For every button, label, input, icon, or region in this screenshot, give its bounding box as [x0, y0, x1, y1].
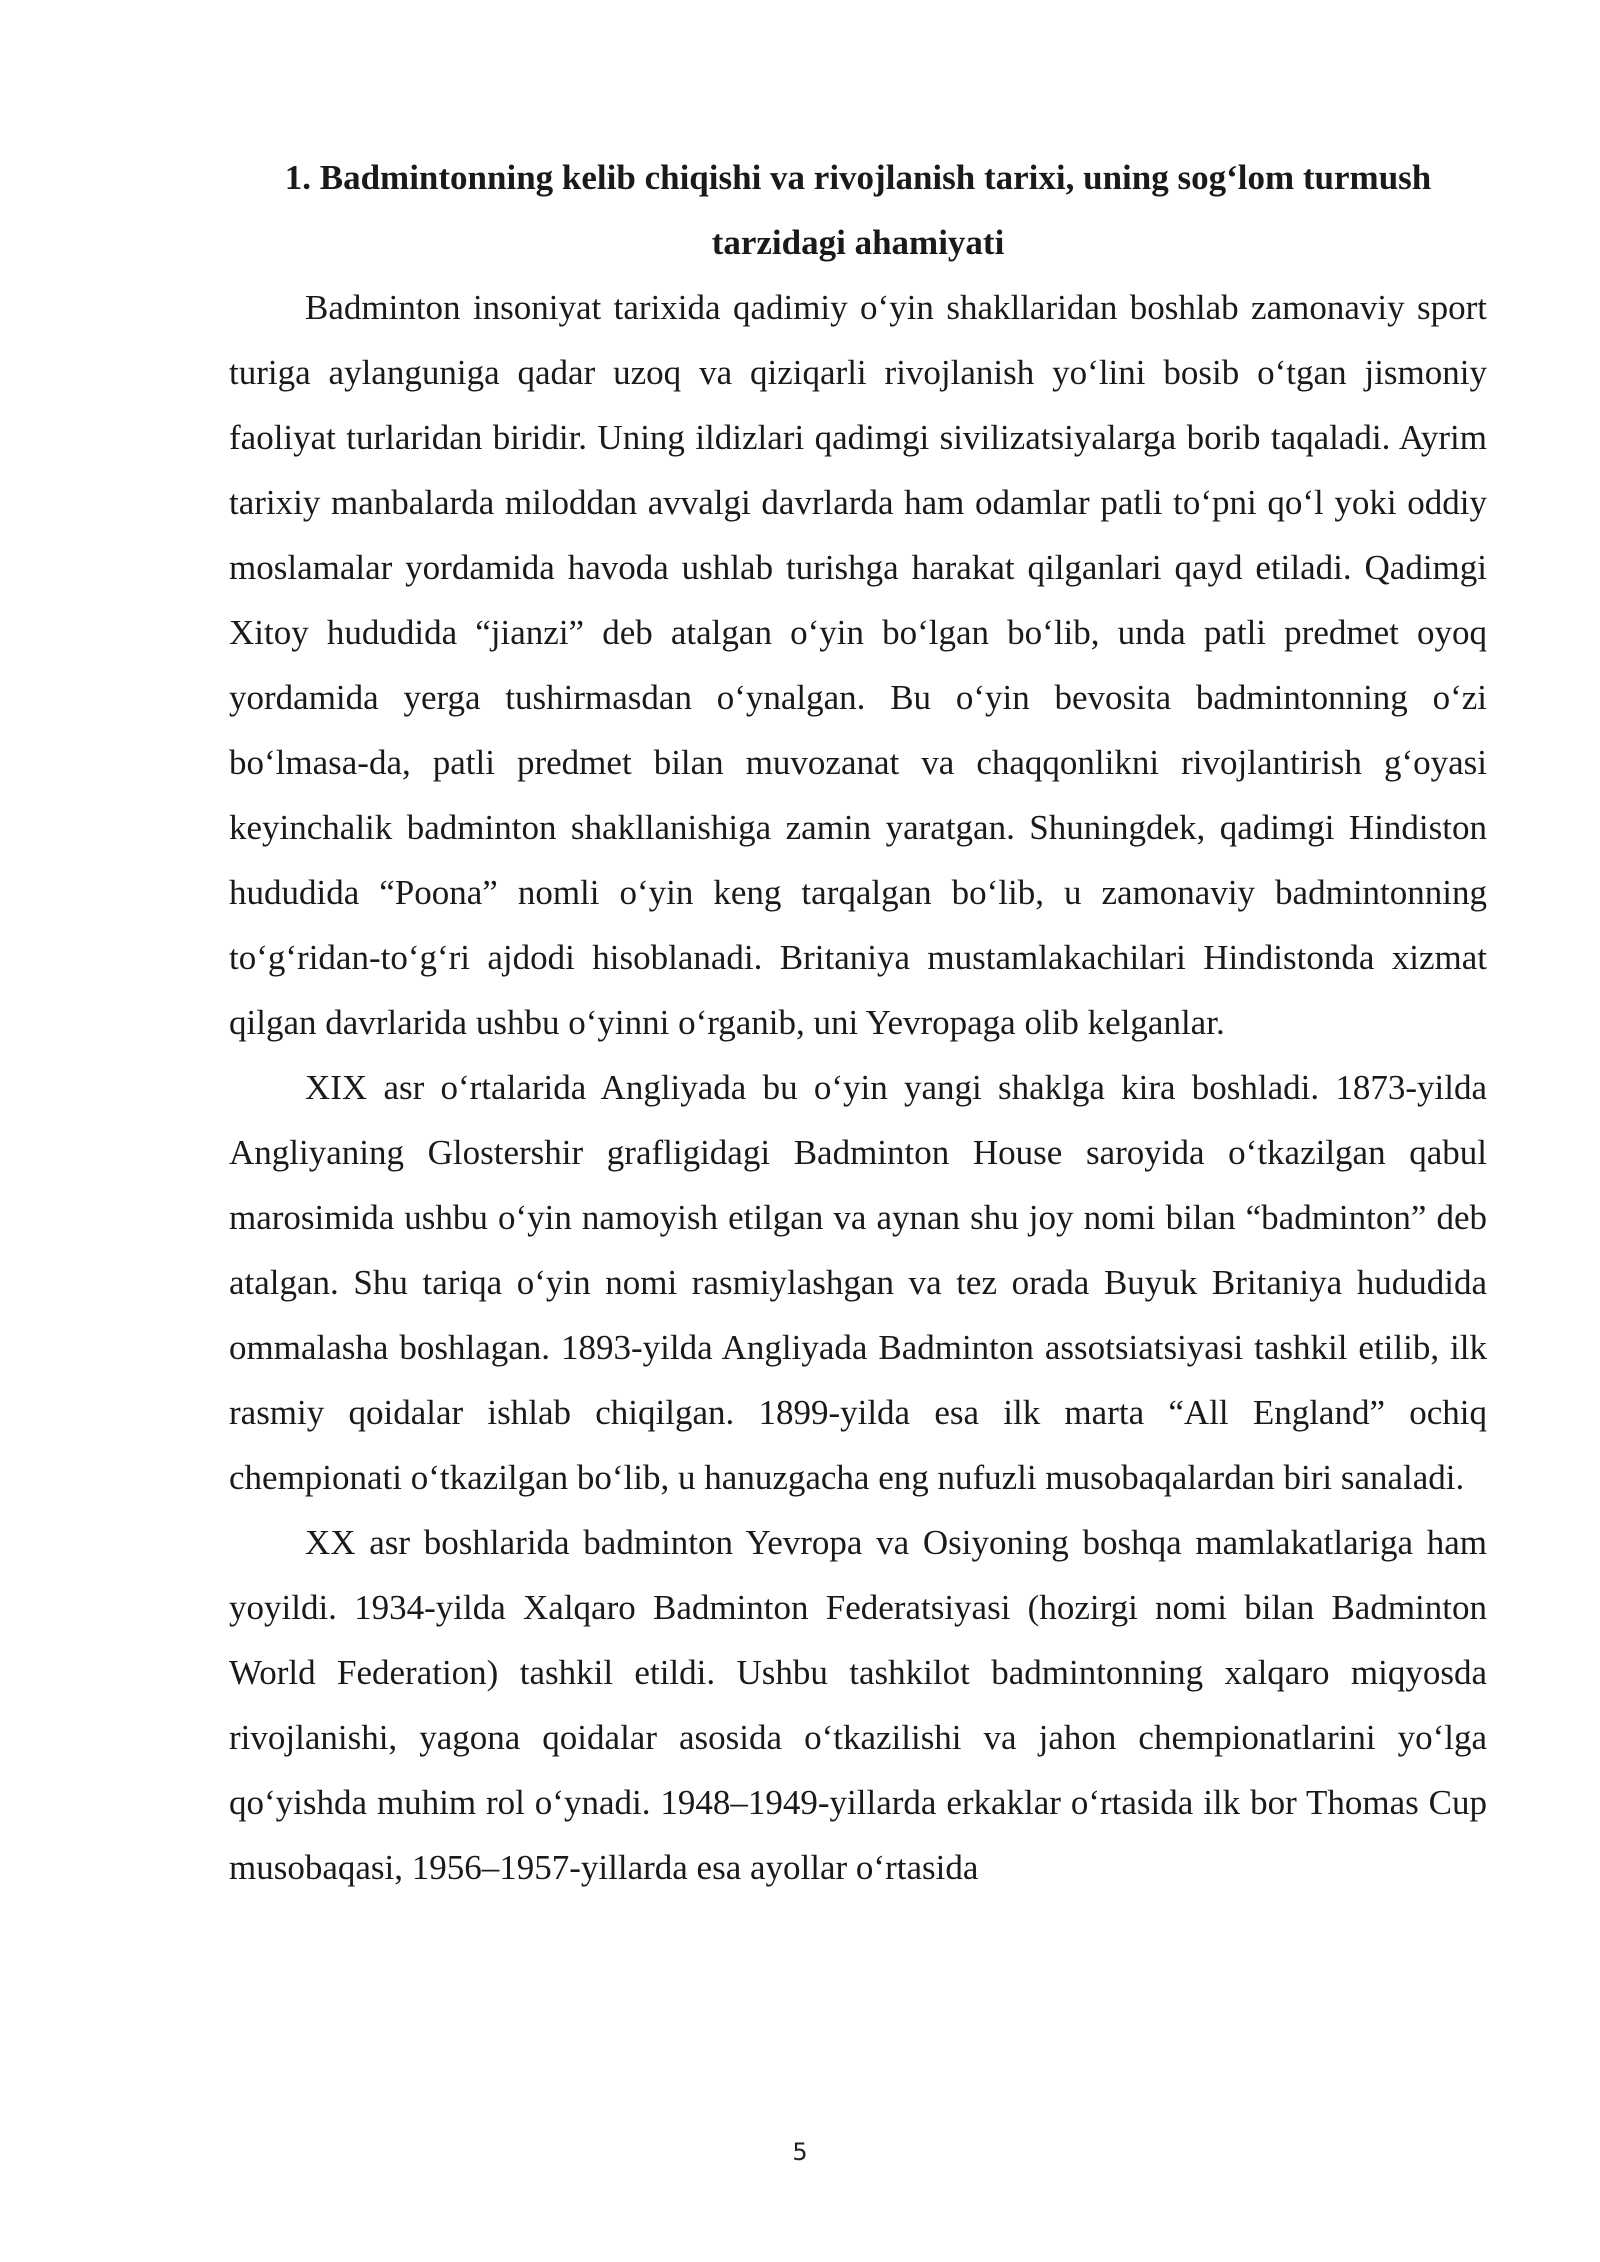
section-heading: 1. Badmintonning kelib chiqishi va rivojlanish tarixi, uning sog‘lom turmush tarzidagi ahamiyati [284, 158, 1432, 262]
body-paragraph: XIX asr o‘rtalarida Angliyada bu o‘yin yangi shaklga kira boshladi. 1873-yilda Angliyaning Glostershir grafligidagi Badminton House saroyida o‘tkazilgan qabul marosimida ushbu o‘yin namoyish etilgan va aynan shu joy nomi bilan “badminton” deb atalgan. Shu tariqa o‘yin nomi rasmiylashgan va tez orada Buyuk Britaniya hududida ommalasha boshlagan. 1893-yilda Angliyada Badminton assotsiatsiyasi tashkil etilib, ilk rasmiy qoidalar ishlab chiqilgan. 1899-yilda esa ilk marta “All England” ochiq chempionati o‘tkazilgan bo‘lib, u hanuzgacha eng nufuzli musobaqalardan biri sanaladi. [229, 1068, 1487, 1497]
page-number: 5 [792, 2138, 808, 2166]
document-page [229, 145, 1487, 1900]
body-paragraph: XX asr boshlarida badminton Yevropa va Osiyoning boshqa mamlakatlariga ham yoyildi. 1934-yilda Xalqaro Badminton Federatsiyasi (hozirgi nomi bilan Badminton World Federation) tashkil etildi. Ushbu tashkilot badmintonning xalqaro miqyosda rivojlanishi, yagona qoidalar asosida o‘tkazilishi va jahon chempionatlarini yo‘lga qo‘yishda muhim rol o‘ynadi. 1948–1949-yillarda erkaklar o‘rtasida ilk bor Thomas Cup musobaqasi, 1956–1957-yillarda esa ayollar o‘rtasida [229, 1523, 1487, 1887]
body-paragraph: Badminton insoniyat tarixida qadimiy o‘yin shakllaridan boshlab zamonaviy sport turiga aylanguniga qadar uzoq va qiziqarli rivojlanish yo‘lini bosib o‘tgan jismoniy faoliyat turlaridan biridir. Uning ildizlari qadimgi sivilizatsiyalarga borib taqaladi. Ayrim tarixiy manbalarda miloddan avvalgi davrlarda ham odamlar patli to‘pni qo‘l yoki oddiy moslamalar yordamida havoda ushlab turishga harakat qilganlari qayd etiladi. Qadimgi Xitoy hududida “jianzi” deb atalgan o‘yin bo‘lgan bo‘lib, unda patli predmet oyoq yordamida yerga tushirmasdan o‘ynalgan. Bu o‘yin bevosita badmintonning o‘zi bo‘lmasa-da, patli predmet bilan muvozanat va chaqqonlikni rivojlantirish g‘oyasi keyinchalik badminton shakllanishiga zamin yaratgan. Shuningdek, qadimgi Hindiston hududida “Poona” nomli o‘yin keng tarqalgan bo‘lib, u zamonaviy badmintonning to‘g‘ridan-to‘g‘ri ajdodi hisoblanadi. Britaniya mustamlakachilari Hindistonda xizmat qilgan davrlarida ushbu o‘yinni o‘rganib, uni Yevropaga olib kelganlar. [229, 288, 1487, 1042]
